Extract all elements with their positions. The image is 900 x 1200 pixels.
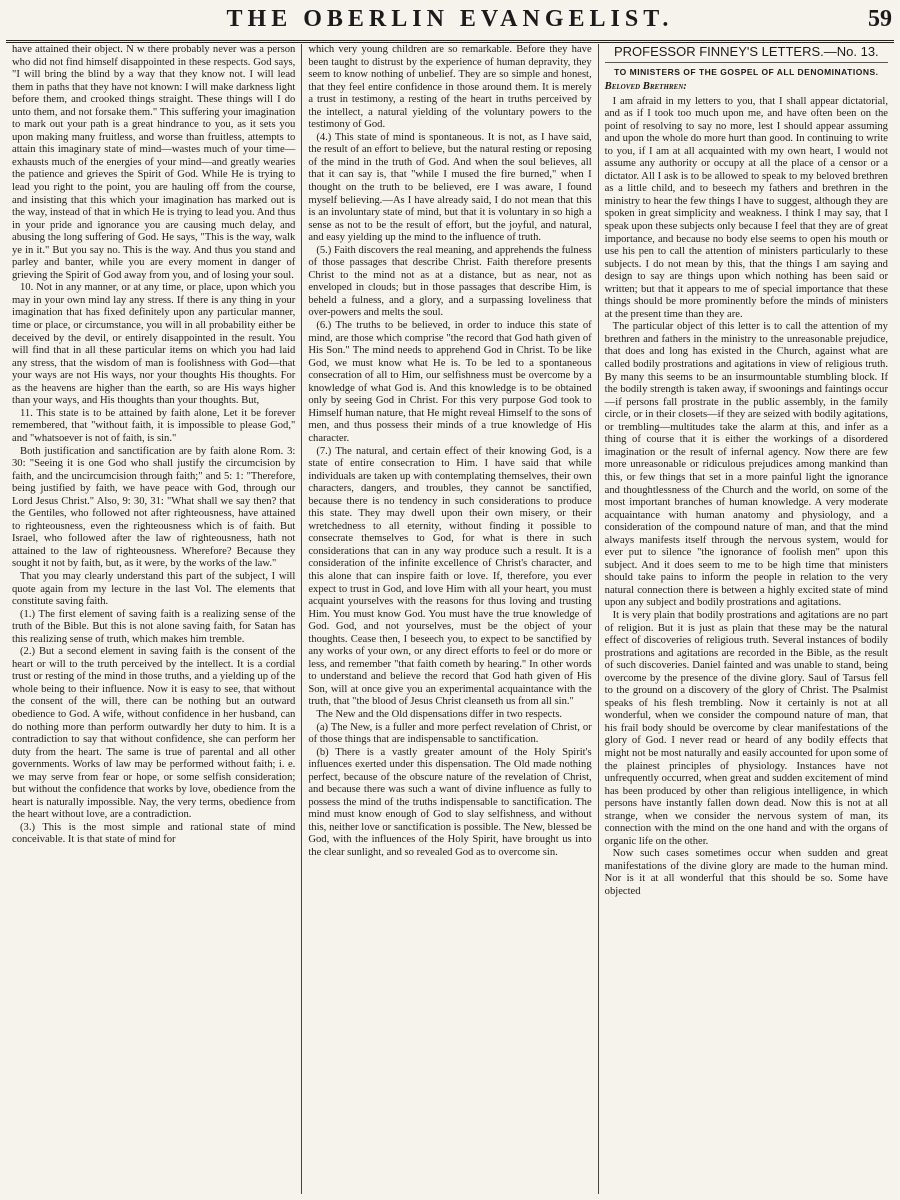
paragraph: Both justification and sanctification are by faith alone Rom. 3: 30: "Seeing it is one God who shall justify the circumcision by faith, and the uncircumcision through faith;" and 5: 1: "Therefore, being justified by faith, we have peace with God, through our Lord Jesus Christ." Also, 9: 30, 31: "What shall we say then? that the Gentiles, who followed not after righteousness, have attained to righteousness, even the righteousness which is of faith. But Israel, who followed after the law of righteousness, hath not attained to the law of righteousness. Wherefore? Because they sought it not by faith, but, as it were, by the works of the law." xyxy=(12,445,296,570)
paragraph: (1.) The first element of saving faith is a realizing sense of the truth of the Bible. But this is not alone saving faith, for Satan has this realizing sense of truth, which makes him tremble. xyxy=(12,608,296,645)
paragraph: The New and the Old dispensations differ in two respects. xyxy=(316,708,563,720)
column-1 xyxy=(6,44,301,1194)
paragraph: Now such cases sometimes occur when sudden and great manifestations of the divine glory are made to the human mind. Nor is it at all wonderful that this should be so. Some have objected xyxy=(604,848,888,897)
column-3 xyxy=(598,44,894,1194)
paragraph: (4.) This state of mind is spontaneous. It is not, as I have said, the result of an effort to believe, but the natural resting or reposing of the mind in the truth of God. And when the soul believes, all that it can say is, that "while I mused the fire burned," when I thought on the truth to be believed, ere I was aware, I found myself believing.—As I have already said, I do not mean that this is an involuntary state of mind, but that it is voluntary in so high a sense as not to be the result of effort, but the joyful, and natural, and easy yielding up the mind to the influence of truth. xyxy=(308,131,592,244)
salutation: Beloved Brethren: xyxy=(604,81,687,92)
paragraph: (2.) But a second element in saving faith is the consent of the heart or will to the truth perceived by the intellect. It is a cordial trust or resting of the mind in those truths, and a yielding up of the whole being to their influence. Now it is easy to see, that without the consent of the will, there can be nothing but an outward obedience to God. A wife, without confidence in her husband, can do nothing more than perform outwardly her duty to him. It is a contradiction to say that without confidence, she can perform her duty from the heart. The same is true of parental and all other governments. Works of law may be performed without faith; i. e. we may serve from fear or hope, or some selfish consideration; but without the confidence that works by love, obedience from the heart is naturally impossible. Nay, the very terms, obedience from the heart without love, are a contradiction. xyxy=(12,646,296,821)
letter-title: PROFESSOR FINNEY'S LETTERS.—No. 13. xyxy=(605,44,888,63)
paragraph: have attained their object. N w there probably never was a person who did not find himself disappointed in these respects. God says, "I will bring the blind by a way that they know not. I will lead them in paths that they have not known: I will make darkness light before them, and crooked things straight. These things will I do unto them, and not forsake them." This suffering your imagination to mark out your path is a great hindrance to you, as it sets you upon making many fruitless, and worse than fruitless, attempts to attain this imaginary state of mind—wastes much of your time—exhausts much of the energies of your mind—and greatly wearies the patience and grieves the Spirit of God. While He is trying to lead you right to the point, you are hauling off from the course, and insisting that this which your imagination has marked out is the way, instead of that in which He is trying to lead you. And thus in your pride and ignorance you are causing much delay, and abusing the long suffering of God. He says, "This is the way, walk ye in it." But you say no. This is the way. And thus you stand and parley and banter, while you are every moment in danger of grieving the Spirit of God away from you, and of losing your soul. xyxy=(12,44,296,281)
paragraph: (5.) Faith discovers the real meaning, and apprehends the fulness of those passages that describe Christ. Faith therefore presents Christ to the mind not as at a distance, but as near, not as enveloped in clouds; but in those passages that describe Him, is beheld a fulness, and a glory, and a surpassing loveliness that over-powers and melts the soul. xyxy=(308,244,592,319)
paragraph: (6.) The truths to be believed, in order to induce this state of mind, are those which comprise "the record that God hath given of His Son." The mind needs to apprehend God in Christ. To be like God, we must know what He is. To be led to a spontaneous consecration of all to Him, our selfishness must be overcome by a knowledge of what God is. And this knowledge is to be obtained only by seeing God in Christ. For this very purpose God took to Himself human nature, that He might reveal Himself to the sons of men, and thus possess their minds of a true knowledge of His character. xyxy=(308,320,592,444)
paragraph: That you may clearly understand this part of the subject, I will quote again from my lecture in the last Vol. The elements that constitute saving faith. xyxy=(12,570,296,608)
paragraph: which very young children are so remarkable. Before they have been taught to distrust by the experience of human depravity, they seem to know nothing of unbelief. They are so simple and honest, that they feel entire confidence in those around them. It is merely a trust in testimony, a resting of the heart in truths perceived by the intellect, a natural yielding of the voluntary powers to the testimony of God. xyxy=(308,44,592,131)
paragraph: 10. Not in any manner, or at any time, or place, upon which you may in your own mind lay any stress. If there is any thing in your imagination that has fixed definitely upon any particular manner, time or place, or circumstance, you will in all probability either be deceived by the devil, or entirely disappointed in the result. You will find that in all these particular items on which you had laid any stress, that the wisdom of man is foolishness with God—that your ways are not His ways, nor your thoughts His thoughts. For as the heavens are higher than the earth, so are His ways higher than your ways, and His thoughts than your thoughts. But, xyxy=(12,282,296,407)
page-number: 59 xyxy=(868,6,892,32)
newspaper-title: THE OBERLIN EVANGELIST. xyxy=(226,6,674,32)
paragraph: (7.) The natural, and certain effect of their knowing God, is a state of entire consecration to Him. I have said that while individuals are taken up with contemplating themselves, their own characters, dangers, and troubles, they cannot be sanctified, because there is no tendency in such considerations to produce this state. They may dwell upon their own misery, or their wretchedness to all eternity, without finding it possible to consecrate themselves to God, for what is there in such considerations that can in any way produce such a result. It is a consideration of the infinite excellence of Christ's character, and this alone that can inspire faith or love. If, therefore, you ever expect to trust in God, and love Him with all your heart, you must acquaint yourselves with the reasons for thus loving and trusting Him. You must know God. You must have the true knowledge of God. God, and not yourselves, must be the object of your thoughts. Cease then, I beseech you, to expect to be sanctified by any works of your own, or any direct efforts to feel or do more or less, and remember "that faith cometh by hearing." In other words to understand and believe the record that God hath given of His Son, will at once give you an experimental acquaintance with the truth, that "the blood of Jesus Christ cleanseth us from all sin." xyxy=(308,445,592,708)
paragraph: The particular object of this letter is to call the attention of my brethren and fathers in the ministry to the unreasonable prejudice, that does and long has existed in the Church, against what are called bodily prostrations and agitations in view of religious truth. By many this seems to be an insurmountable stumbling block. If the bodily strength is taken away, if swoonings and faintings occur—if persons fall prostrate in the public assembly, in the family circle, or in their closets—if they are seized with bodily agitations, or trembling—multitudes take the alarm at this, and infer as a thing of course that it is either the workings of a disordered imagination or the result of infernal agency. Now there are few more unreasonable or ridiculous prejudices among mankind than this, or few things that set in a more painful light the ignorance and thoughtlessness of the Church and the world, on some of the most important branches of human knowledge. A very moderate acquaintance with human anatomy and physiology, and a consideration of the compound nature of man, and that the mind always manifests itself through the nervous system, would for ever put to silence "the ignorance of foolish men" upon this subject. And it does seem to me to be high time that ministers should take pains to inform the people in relation to the very natural connection there is between a highly excited state of mind upon any subject and bodily prostrations and agitations. xyxy=(604,321,888,609)
masthead xyxy=(6,4,894,43)
paragraph: 11. This state is to be attained by faith alone, Let it be forever remembered, that "without faith, it is impossible to please God," and "whatsoever is not of faith, is sin." xyxy=(12,407,296,444)
column-2 xyxy=(301,44,597,1194)
paragraph: I am afraid in my letters to you, that I shall appear dictatorial, and as if I took too much upon me, and have often been on the point of resolving to say no more, lest I should appear assuming and upon the whole do more hurt than good. In continuing to write to you, if I am at all acquainted with my own heart, I would not assume any authority or occupy at all the place of a censor or a dictator. All I ask is to be allowed to speak to my beloved brethren as a little child, and to beseech my fathers and brethren in the ministry to hear the few things I have to suggest, although they are spoken in great simplicity and weakness. I think I may say, that I speak upon these subjects only because I feel that they are of great importance, and because no body else seems to open his mouth or use his pen to call the attention of ministers particularly to these subjects. I do not mean by this, that the things I am saying and design to say are things upon which nothing has been said or written; but that it appears to me of special importance that these things should be more prominently before the minds of ministers at the present time than they are. xyxy=(604,95,888,320)
letter-subtitle: TO MINISTERS OF THE GOSPEL OF ALL DENOMINATIONS. xyxy=(614,67,879,77)
paragraph: (b) There is a vastly greater amount of the Holy Spirit's influences exerted under this dispensation. The Old made nothing perfect, because of the obscure nature of the revelation of Christ, and because there was such a want of divine influence as fully to possess the mind of the truths indispensable to sanctification. The mind must know enough of God to slay selfishness, and without this, neither love or sanctification is possible. The New, blessed be God, with the influences of the Holy Spirit, have brought us into the clear sunlight, and so revealed God as to overcome sin. xyxy=(308,746,592,858)
text-columns xyxy=(6,44,894,1194)
paragraph: It is very plain that bodily prostrations and agitations are no part of religion. But it is just as plain that these may be the natural effect of discoveries of religious truth. Several instances of bodily prostrations and agitations are recorded in the Bible, as the result of such discoveries. Daniel fainted and was unable to stand, being overcome by the presence of the divine glory. Saul of Tarsus fell to the ground on a discovery of the glory of Christ. The Psalmist speaks of his flesh trembling. Now it certainly is not at all wonderful, when we consider the compound nature of man, that his frail body should be overcome by clear manifestations of the glory of God. I never read or heard of any bodily effects that might not be most naturally and easily accounted for upon some of the plainest principles of physiology. Instances have not unfrequently occurred, when great and sudden excitement of mind has been produced by other than religious intelligence, in which persons have instantly fallen down dead. Now this is not at all strange, when we consider the nervous system of man, its connection with the mind on the one hand and with the organs of organic life on the other. xyxy=(604,609,888,847)
paragraph: (a) The New, is a fuller and more perfect revelation of Christ, or of those things that are indispensable to sanctification. xyxy=(308,721,592,746)
paragraph: (3.) This is the most simple and rational state of mind conceivable. It is that state of mind for xyxy=(12,821,296,846)
